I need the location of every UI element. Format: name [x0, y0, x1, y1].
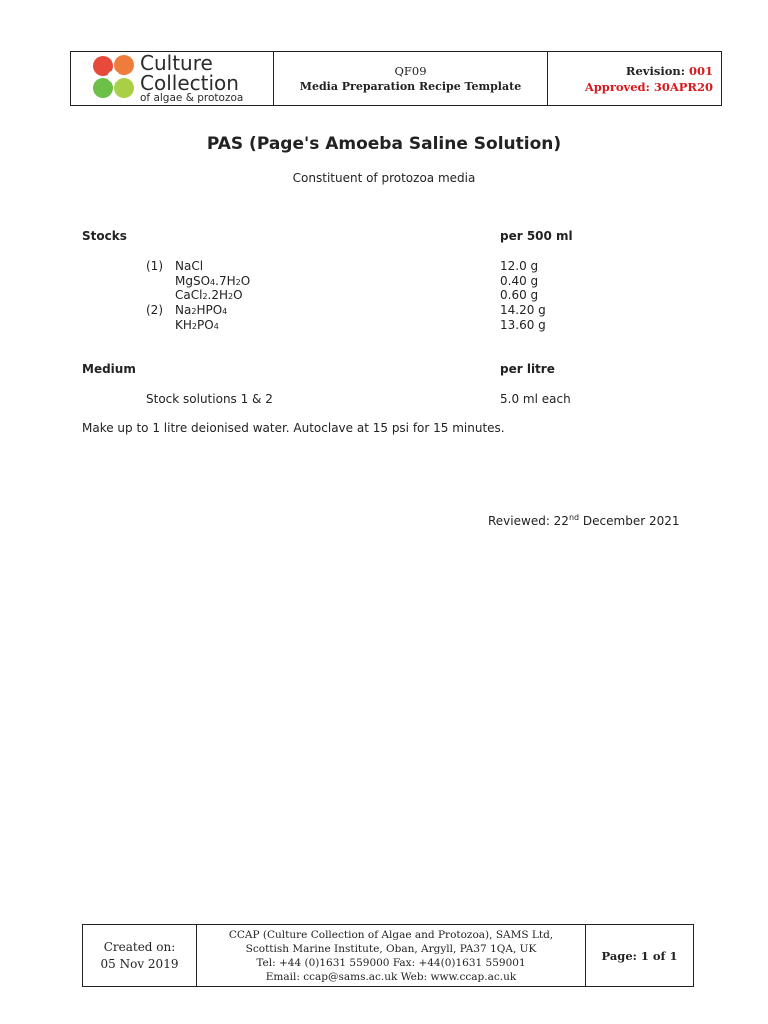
logo-text-tagline: of algae & protozoa	[140, 92, 244, 104]
reviewed-rest: December 2021	[579, 514, 680, 528]
stocks-heading: Stocks	[82, 229, 127, 243]
page-number-cell	[586, 925, 693, 986]
approved-line	[585, 79, 713, 95]
created-cell	[83, 925, 197, 986]
reviewed-date	[488, 510, 680, 529]
medium-item: Stock solutions 1 & 2	[146, 392, 273, 406]
document-header	[70, 51, 722, 106]
document-code: QF09	[394, 63, 427, 78]
medium-unit-heading: per litre	[500, 362, 555, 376]
revision-line	[626, 63, 713, 79]
page-subtitle: Constituent of protozoa media	[292, 171, 476, 185]
address-line-4: Email: ccap@sams.ac.uk Web: www.ccap.ac.uk	[265, 970, 517, 983]
stocks-unit-heading: per 500 ml	[500, 229, 573, 243]
stock-amount-kh2po4: 13.60 g	[500, 318, 546, 332]
stock-amount-nacl: 12.0 g	[500, 259, 539, 273]
stock-number-1: (1)	[146, 259, 163, 273]
stock-item-mgso4: MgSO4.7H2O	[175, 274, 251, 288]
medium-heading: Medium	[82, 362, 136, 376]
address-cell	[197, 925, 586, 986]
instructions: Make up to 1 litre deionised water. Autoclave at 15 psi for 15 minutes.	[82, 421, 505, 435]
approved-value: 30APR20	[653, 79, 713, 94]
revision-cell	[548, 52, 721, 105]
address-line-2: Scottish Marine Institute, Oban, Argyll, PA37 1QA, UK	[245, 942, 537, 955]
created-date: 05 Nov 2019	[100, 956, 179, 971]
stock-amount-cacl2: 0.60 g	[500, 288, 539, 302]
page-title: PAS (Page's Amoeba Saline Solution)	[206, 134, 562, 154]
address-line-3: Tel: +44 (0)1631 559000 Fax: +44(0)1631 559001	[256, 956, 526, 969]
stock-number-2: (2)	[146, 303, 163, 317]
address-line-1: CCAP (Culture Collection of Algae and Protozoa), SAMS Ltd,	[228, 928, 554, 941]
created-label: Created on:	[103, 939, 176, 954]
document-name: Media Preparation Recipe Template	[299, 79, 522, 93]
revision-label: Revision:	[625, 63, 689, 78]
logo-text-collection: Collection	[140, 71, 239, 95]
approved-label: Approved:	[584, 79, 654, 94]
stock-item-nacl: NaCl	[175, 259, 204, 273]
document-code-cell	[274, 52, 548, 105]
document-footer	[82, 924, 694, 987]
medium-amount: 5.0 ml each	[500, 392, 571, 406]
clover-logo-icon	[91, 54, 137, 102]
stock-item-na2hpo4: Na2HPO4	[175, 303, 228, 317]
stock-amount-na2hpo4: 14.20 g	[500, 303, 546, 317]
stock-amount-mgso4: 0.40 g	[500, 274, 539, 288]
reviewed-prefix: Reviewed: 22	[488, 514, 569, 528]
stock-item-cacl2: CaCl2.2H2O	[175, 288, 243, 302]
page-number: Page: 1 of 1	[601, 948, 678, 963]
logo-text-culture: Culture	[140, 51, 213, 75]
stock-item-kh2po4: KH2PO4	[175, 318, 219, 332]
revision-value: 001	[688, 63, 713, 78]
reviewed-suffix: nd	[568, 513, 580, 522]
logo	[71, 52, 274, 105]
